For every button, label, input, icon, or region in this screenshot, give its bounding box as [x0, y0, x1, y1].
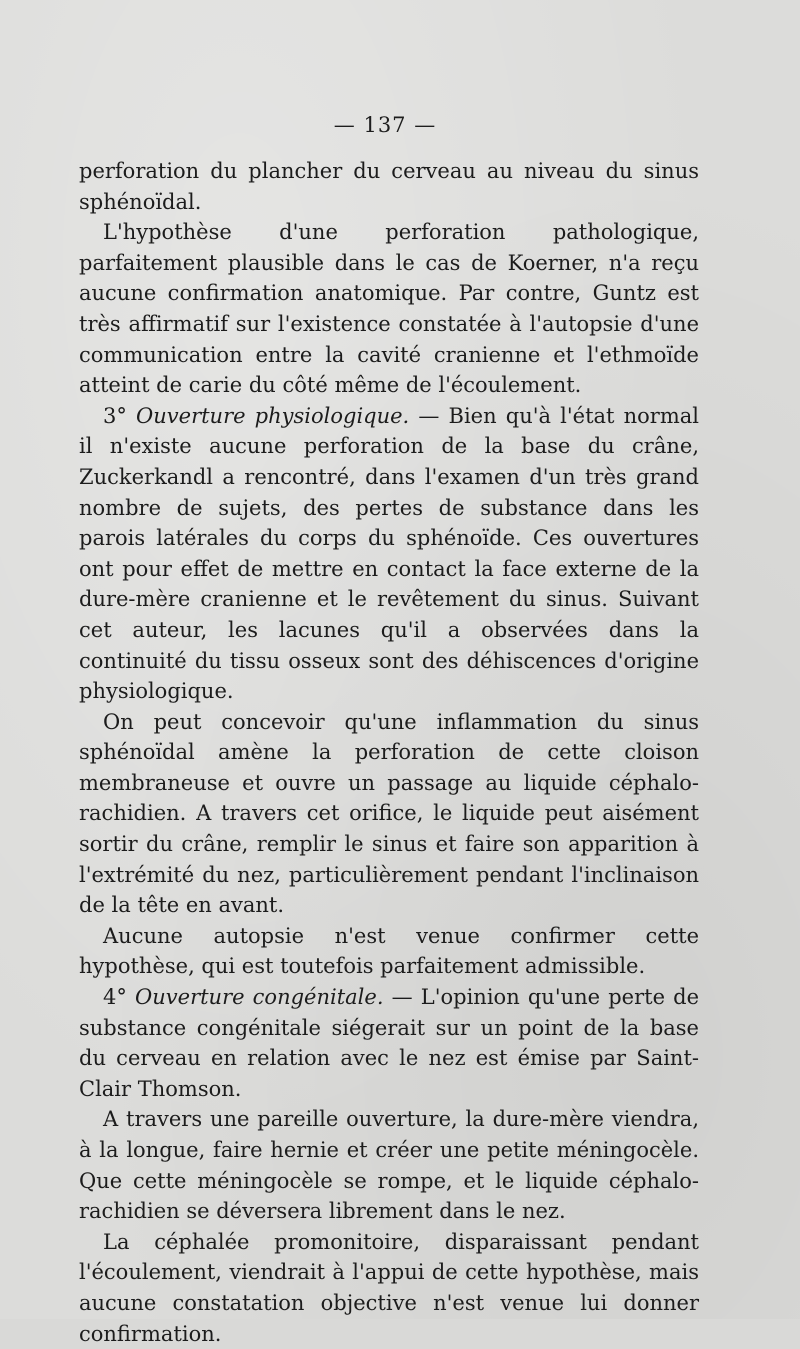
- paragraph-4-text: On peut concevoir qu'une inflammation du sinus sphénoïdal amène la perforation de cette cloison membraneuse et ouvre un passage au liquide céphalo-rachidien. A travers cet orifice, le liquide peut aisément sortir du crâne, remplir le sinus et faire son apparition à l'extrémité du nez, particulièrement pendant l'inclinaison de la tête en avant.: [79, 709, 699, 918]
- section-number-3: 3°: [103, 403, 127, 428]
- paragraph-1: [79, 156, 699, 217]
- paragraph-7: [79, 1104, 699, 1226]
- paragraph-3-text: — Bien qu'à l'état normal il n'existe aucune perforation de la base du crâne, Zuckerkandl a rencontré, dans l'examen d'un très grand nombre de sujets, des pertes de substance dans les parois latérales du corps du sphénoïde. Ces ouvertures ont pour effet de mettre en contact la face externe de la dure-mère cranienne et le revêtement du sinus. Suivant cet auteur, les lacunes qu'il a observées dans la continuité du tissu osseux sont des déhiscences d'origine physiologique.: [79, 403, 699, 704]
- paragraph-7-text: A travers une pareille ouverture, la dure-mère viendra, à la longue, faire hernie et créer une petite méningocèle. Que cette méningocèle se rompe, et le liquide céphalo-rachidien se déversera librement dans le nez.: [79, 1107, 699, 1224]
- paragraph-8: [79, 1227, 699, 1349]
- paragraph-5: [79, 921, 699, 982]
- section-heading-congenitale: Ouverture congénitale.: [135, 985, 384, 1010]
- paragraph-2: [79, 217, 699, 401]
- paragraph-8-text: La céphalée promonitoire, disparaissant pendant l'écoulement, viendrait à l'appui de cette hypothèse, mais aucune constatation objective n'est venue lui donner confirmation.: [79, 1229, 699, 1346]
- paragraph-2-text: L'hypothèse d'une perforation pathologique, parfaitement plausible dans le cas de Koerner, n'a reçu aucune confirmation anatomique. Par contre, Guntz est très affirmatif sur l'existence constatée à l'autopsie d'une communication entre la cavité cranienne et l'ethmoïde atteint de carie du côté même de l'écoulement.: [79, 220, 699, 398]
- body-text: [79, 156, 699, 1349]
- paragraph-6: [79, 982, 699, 1104]
- paragraph-4: [79, 707, 699, 921]
- section-heading-physiologique: Ouverture physiologique.: [136, 403, 410, 428]
- paragraph-5-text: Aucune autopsie n'est venue confirmer cette hypothèse, qui est toutefois parfaitement admissible.: [79, 923, 699, 979]
- section-number-4: 4°: [103, 985, 127, 1010]
- paragraph-3: [79, 401, 699, 707]
- page-number: — 137 —: [333, 113, 437, 137]
- paragraph-6-text: — L'opinion qu'une perte de substance congénitale siégerait sur un point de la base du cerveau en relation avec le nez est émise par Saint-Clair Thomson.: [79, 985, 700, 1101]
- paragraph-1-text: perforation du plancher du cerveau au niveau du sinus sphénoïdal.: [79, 159, 699, 214]
